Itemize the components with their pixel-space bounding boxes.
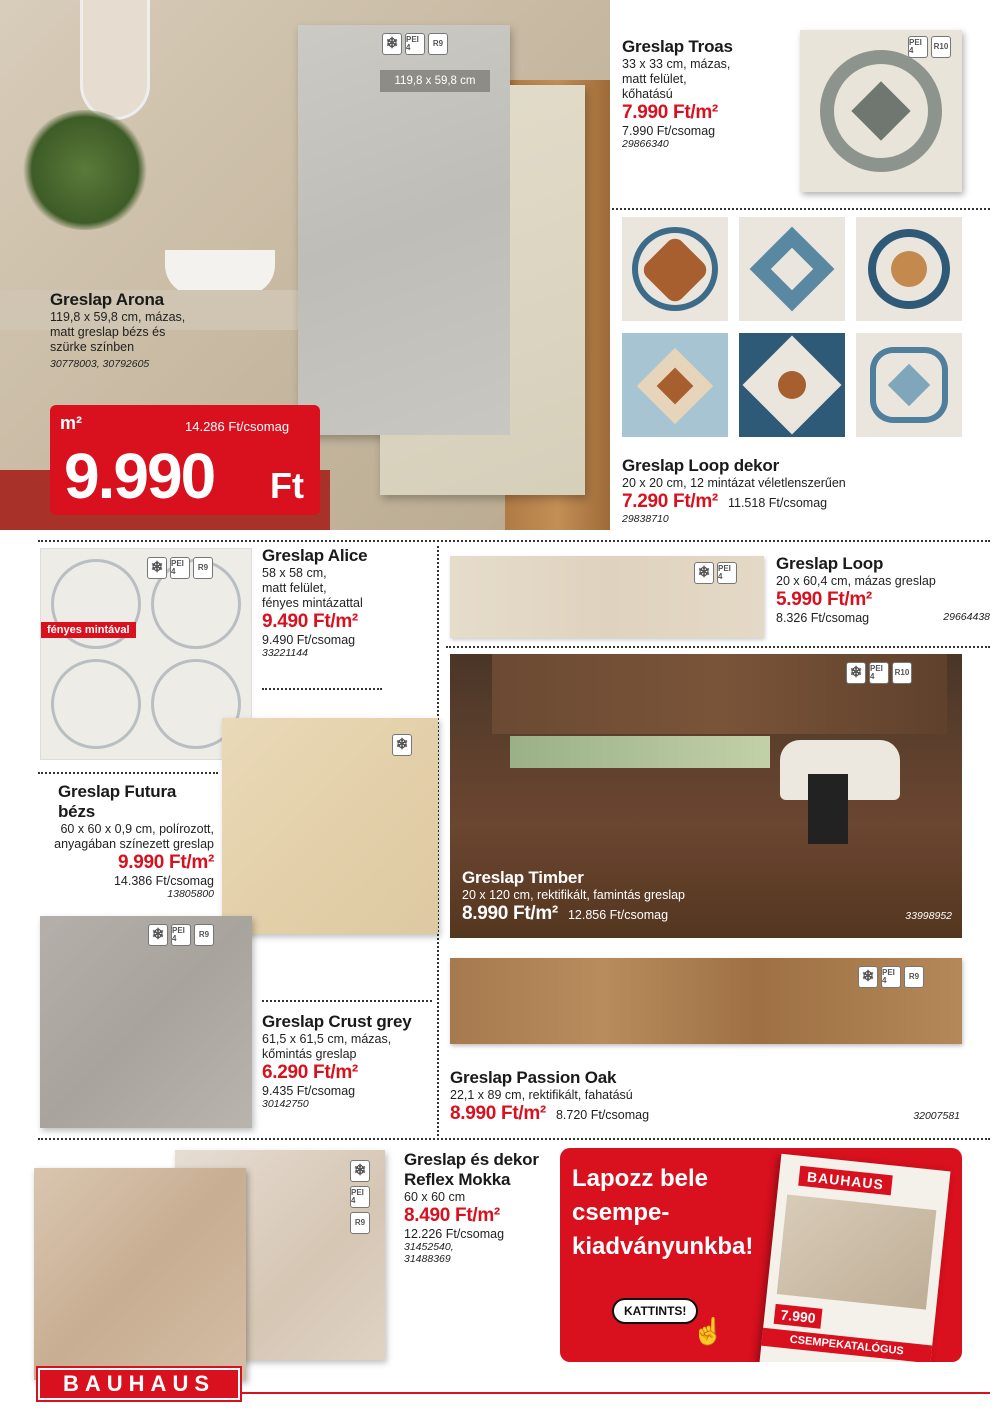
catalog-promo-banner[interactable] <box>560 1148 962 1362</box>
loop-dekor-pack: 11.518 Ft/csomag <box>727 496 828 510</box>
r9-icon: R9 <box>428 33 448 55</box>
alice-icons <box>147 557 213 579</box>
frost-resistant-icon: ❄ <box>846 662 866 684</box>
r9-icon: R9 <box>194 924 214 946</box>
loop-code: 29664438 <box>943 611 990 623</box>
frost-resistant-icon: ❄ <box>350 1160 370 1182</box>
cover-photo <box>777 1195 937 1310</box>
troas-code: 29866340 <box>622 138 669 150</box>
passion-desc: 22,1 x 89 cm, rektifikált, fahatású <box>450 1088 633 1102</box>
divider <box>612 208 990 210</box>
divider <box>38 772 218 774</box>
timber-desc: 20 x 120 cm, rektifikált, famintás greslap <box>462 888 686 902</box>
cover-price: 7.990 <box>774 1304 823 1329</box>
alice-badge: fényes mintával <box>41 622 136 638</box>
alice-code: 33221144 <box>262 647 308 659</box>
futura-code: 13805800 <box>167 888 214 900</box>
reflex-code: 31452540, 31488369 <box>404 1241 454 1265</box>
futura-desc: 60 x 60 x 0,9 cm, polírozott, anyagában színezett greslap <box>54 822 214 851</box>
crust-icons <box>148 924 214 946</box>
washbasin <box>165 250 275 295</box>
reflex-desc: 60 x 60 cm <box>404 1190 466 1204</box>
dekor-tile <box>622 333 728 437</box>
logo-text: BAUHAUS <box>63 1371 215 1396</box>
arona-size-badge: 119,8 x 59,8 cm <box>380 70 490 92</box>
loop-dekor-price: 7.290 Ft/m² <box>622 491 718 512</box>
futura-price: 9.990 Ft/m² <box>118 852 214 873</box>
arona-price-box <box>50 405 320 515</box>
divider <box>446 646 990 648</box>
reflex-price: 8.490 Ft/m² <box>404 1205 500 1226</box>
troas-title: Greslap Troas <box>622 37 733 56</box>
loop-title: Greslap Loop <box>776 554 884 573</box>
loop-dekor-desc: 20 x 20 cm, 12 mintázat véletlenszerűen <box>622 476 846 490</box>
arona-desc: 119,8 x 59,8 cm, mázas, matt greslap bézs és szürke színben <box>50 310 186 354</box>
loop-icons <box>694 562 737 584</box>
loop-dekor-code: 29838710 <box>622 513 669 525</box>
futura-tile <box>222 718 438 934</box>
pei4-icon: PEI 4 <box>908 36 928 58</box>
troas-text <box>622 37 802 150</box>
futura-title: Greslap Futura bézs <box>58 782 177 821</box>
arona-unit: m² <box>60 413 82 433</box>
pointer-hand-icon: ☝ <box>692 1316 725 1346</box>
promo-headline: Lapozz bele csempe- kiadványunkba! <box>572 1165 754 1260</box>
dekor-tile <box>856 333 962 437</box>
pei4-icon: PEI 4 <box>881 966 901 988</box>
arona-code: 30778003, 30792605 <box>50 358 150 370</box>
loop-dekor-text <box>622 456 992 525</box>
timber-window <box>510 736 770 768</box>
dekor-tile <box>622 217 728 321</box>
reflex-title: Greslap és dekor Reflex Mokka <box>404 1150 539 1189</box>
timber-pack: 12.856 Ft/csomag <box>567 908 669 922</box>
dekor-tile <box>739 333 845 437</box>
crust-title: Greslap Crust grey <box>262 1012 412 1031</box>
reflex-pack: 12.226 Ft/csomag <box>404 1227 505 1241</box>
dekor-tile <box>856 217 962 321</box>
timber-stool <box>808 774 848 844</box>
arona-title: Greslap Arona <box>50 290 164 309</box>
loop-text <box>776 554 990 625</box>
arona-pack: 14.286 Ft/csomag <box>185 419 290 434</box>
loop-price: 5.990 Ft/m² <box>776 589 872 610</box>
troas-price: 7.990 Ft/m² <box>622 102 718 123</box>
reflex-icons <box>350 1160 370 1234</box>
crust-pack: 9.435 Ft/csomag <box>262 1084 356 1098</box>
passion-code: 32007581 <box>913 1110 960 1122</box>
alice-tile <box>40 548 252 760</box>
arona-currency: Ft <box>270 465 304 506</box>
troas-tile <box>800 30 962 192</box>
futura-icons <box>392 734 412 756</box>
divider <box>38 540 990 542</box>
loop-desc: 20 x 60,4 cm, mázas greslap <box>776 574 936 588</box>
troas-desc: 33 x 33 cm, mázas, matt felület, kőhatású <box>622 57 731 101</box>
loop-tile <box>450 556 764 638</box>
crust-text <box>262 1012 432 1110</box>
frost-resistant-icon: ❄ <box>858 966 878 988</box>
kattints-button[interactable]: KATTINTS! <box>612 1298 698 1324</box>
timber-price: 8.990 Ft/m² <box>462 903 558 924</box>
divider <box>262 688 382 690</box>
crust-tile <box>40 916 252 1128</box>
frost-resistant-icon: ❄ <box>148 924 168 946</box>
passion-title: Greslap Passion Oak <box>450 1068 617 1087</box>
pei4-icon: PEI 4 <box>171 924 191 946</box>
divider <box>38 1138 990 1140</box>
passion-text <box>450 1068 960 1125</box>
pei4-icon: PEI 4 <box>405 33 425 55</box>
timber-code: 33998952 <box>905 910 952 922</box>
timber-text <box>462 868 952 925</box>
troas-icons <box>908 36 951 58</box>
futura-pack: 14.386 Ft/csomag <box>113 874 214 888</box>
loop-dekor-title: Greslap Loop dekor <box>622 456 779 475</box>
r9-icon: R9 <box>350 1212 370 1234</box>
divider <box>262 1000 432 1002</box>
pei4-icon: PEI 4 <box>869 662 889 684</box>
crust-desc: 61,5 x 61,5 cm, mázas, kőmintás greslap <box>262 1032 392 1061</box>
frost-resistant-icon: ❄ <box>392 734 412 756</box>
passion-icons <box>858 966 924 988</box>
arona-icons <box>382 33 448 55</box>
mirror <box>80 0 150 120</box>
alice-title: Greslap Alice <box>262 546 368 565</box>
loop-pack: 8.326 Ft/csomag <box>776 611 870 625</box>
r9-icon: R9 <box>193 557 213 579</box>
troas-pack: 7.990 Ft/csomag <box>622 124 716 138</box>
crust-code: 30142750 <box>262 1098 309 1110</box>
cover-brand: BAUHAUS <box>798 1166 893 1196</box>
passion-tile <box>450 958 962 1044</box>
passion-pack: 8.720 Ft/csomag <box>555 1108 650 1122</box>
loop-dekor-tiles <box>622 217 972 439</box>
pei4-icon: PEI 4 <box>170 557 190 579</box>
frost-resistant-icon: ❄ <box>147 557 167 579</box>
alice-desc: 58 x 58 cm, matt felület, fényes mintázattal <box>262 566 363 610</box>
timber-icons <box>846 662 912 684</box>
reflex-tile-front <box>34 1168 246 1380</box>
timber-title: Greslap Timber <box>462 868 584 887</box>
cover-title: CSEMPEKATALÓGUS <box>761 1328 932 1362</box>
crust-price: 6.290 Ft/m² <box>262 1062 358 1083</box>
r10-icon: R10 <box>931 36 951 58</box>
plant <box>20 110 150 230</box>
pei4-icon: PEI 4 <box>717 562 737 584</box>
arona-text <box>50 290 230 370</box>
pei4-icon: PEI 4 <box>350 1186 370 1208</box>
arona-price: 9.990 <box>64 440 215 512</box>
dekor-tile <box>739 217 845 321</box>
futura-text <box>38 782 214 900</box>
catalog-cover[interactable] <box>759 1154 950 1362</box>
bauhaus-logo[interactable] <box>38 1368 240 1400</box>
alice-pack: 9.490 Ft/csomag <box>262 633 356 647</box>
passion-price: 8.990 Ft/m² <box>450 1103 546 1124</box>
alice-price: 9.490 Ft/m² <box>262 611 358 632</box>
reflex-text <box>404 1150 554 1265</box>
r9-icon: R9 <box>904 966 924 988</box>
timber-scene <box>450 654 962 938</box>
alice-text <box>262 546 432 659</box>
frost-resistant-icon: ❄ <box>382 33 402 55</box>
r10-icon: R10 <box>892 662 912 684</box>
frost-resistant-icon: ❄ <box>694 562 714 584</box>
